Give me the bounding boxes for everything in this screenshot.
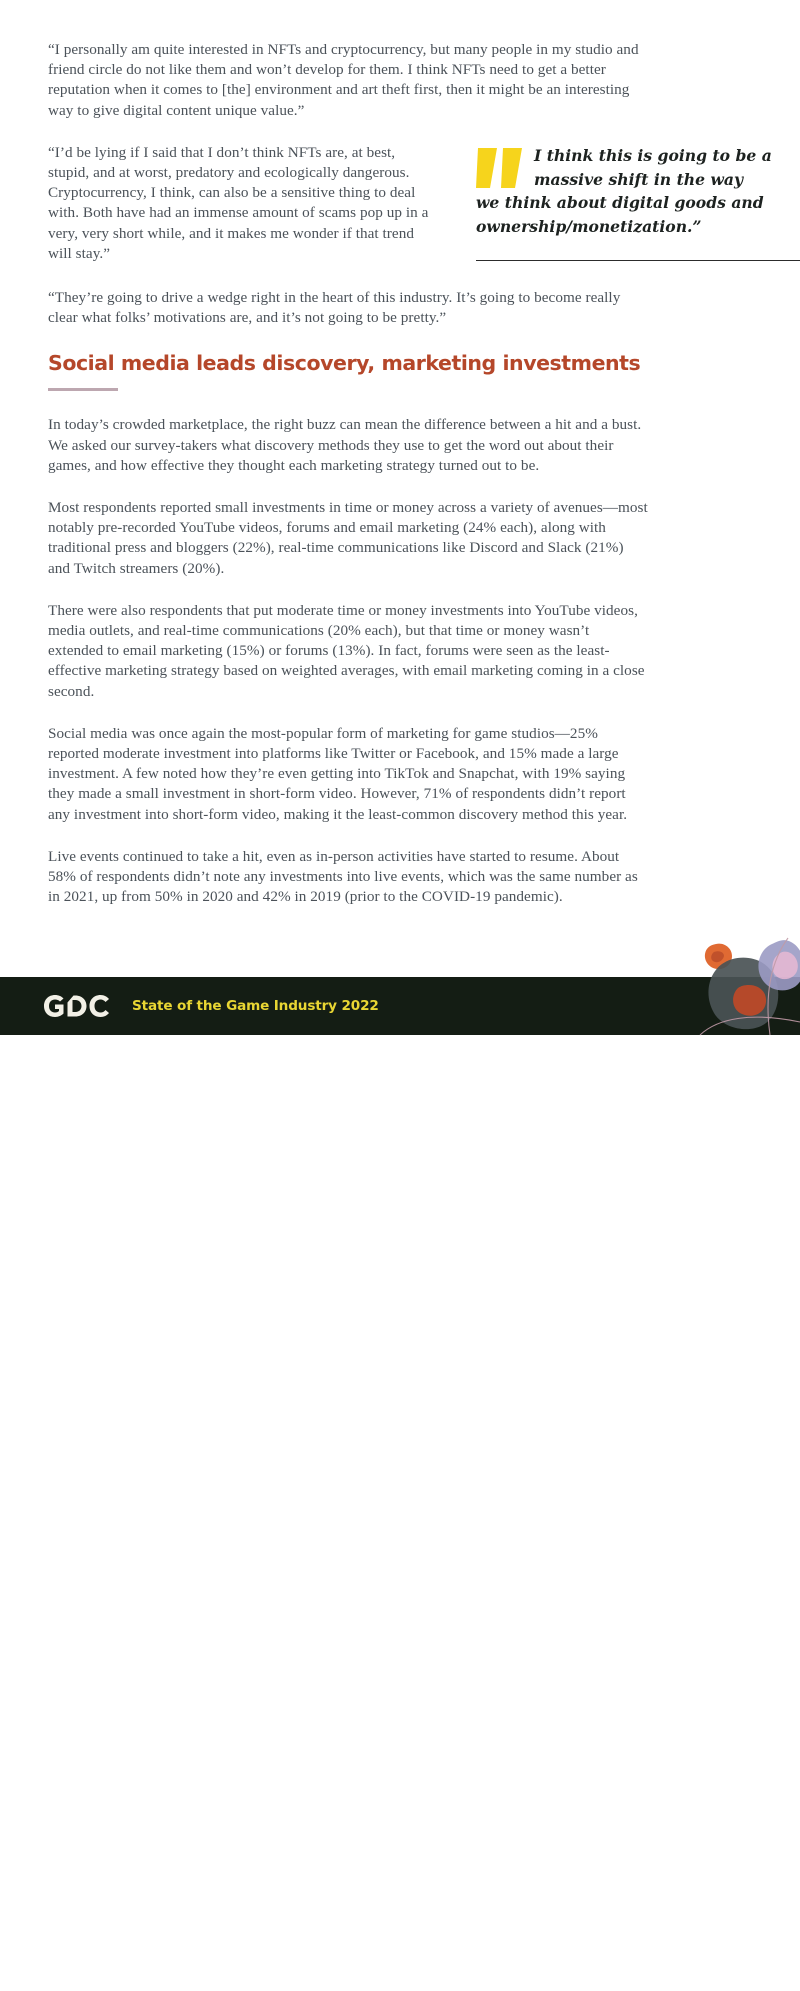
- footer-content: [44, 977, 379, 1035]
- pull-quote-rule: [476, 260, 800, 261]
- section-paragraph-4: Social media was once again the most-popular form of marketing for game studios—25% reported moderate investment into platforms like Twitter or Facebook, and 15% made a large investment. A few noted how they’re even getting into TikTok and Snapchat, with 19% saying they made a small investment in short-form video. However, 71% of respondents didn’t report any investment into short-form video, making it the least-common discovery method this year.: [48, 724, 628, 823]
- quote-paragraph-nft-predatory: “I’d be lying if I said that I don’t think NFTs are, at best, stupid, and at worst, predatory and ecologically dangerous. Cryptocurrency, I think, can also be a sensitive thing to deal with. Both have had an immense amount of scams pop up in a very, very short while, and it makes me wonder if that trend will stay.”: [48, 143, 429, 262]
- section-paragraph-1: In today’s crowded marketplace, the right buzz can mean the difference between a hit and a bust. We asked our survey-takers what discovery methods they use to get the word out about their games, and how effective they thought each marketing strategy turned out to be.: [48, 416, 642, 474]
- section-paragraph-2: Most respondents reported small investments in time or money across a variety of avenues—most notably pre-recorded YouTube videos, forums and email marketing (24% each), along with traditional press and bloggers (22%), real-time communications like Discord and Slack (21%) and Twitch streamers (20%).: [48, 499, 648, 577]
- pull-quote-line-1: I think this is going to be a: [534, 146, 772, 165]
- pull-quote-line-2: massive shift in the way: [534, 169, 744, 189]
- page-footer: [0, 977, 800, 1991]
- lavender-blob: [758, 940, 800, 990]
- decorative-blobs: [660, 930, 800, 1035]
- orange-blob-small: [705, 944, 732, 969]
- quote-paragraph-nft-interest: “I personally am quite interested in NFTs and cryptocurrency, but many people in my studio and friend circle do not like them and won’t develop for them. I think NFTs need to get a better reputation when it comes to [the] environment and art theft first, then it might be an interesting way to give digital content unique value.”: [48, 41, 639, 119]
- pull-quote: [476, 144, 800, 238]
- page-number-blob: [733, 985, 766, 1016]
- quote-paragraph-wedge: “They’re going to drive a wedge right in the heart of this industry. It’s going to become really clear what folks’ motivations are, and it’s not going to be pretty.”: [48, 289, 621, 327]
- quotation-mark-icon: [476, 146, 530, 190]
- slate-blob: [708, 958, 778, 1030]
- section-paragraph-3: There were also respondents that put moderate time or money investments into YouTube videos, media outlets, and real-time communications (20% each), but that time or money wasn’t extended to email marketing (15%) or forums (13%). In fact, forums were seen as the least-effective marketing strategy based on weighted averages, with email marketing coming in a close second.: [48, 601, 645, 700]
- section-social-media: [48, 350, 648, 391]
- gdc-logo-icon: [44, 995, 110, 1017]
- section-heading: Social media leads discovery, marketing investments: [48, 351, 641, 376]
- pull-quote-line-4: ownership/monetization.”: [476, 216, 702, 236]
- page-number: 12: [735, 1976, 754, 1991]
- pull-quote-line-3: we think about digital goods and: [476, 193, 764, 212]
- footer-title: State of the Game Industry 2022: [132, 998, 379, 1014]
- section-paragraph-5: Live events continued to take a hit, even as in-person activities have started to resume. About 58% of respondents didn’t note any investments into live events, which was the same number as in 2021, up from 50% in 2020 and 42% in 2019 (prior to the COVID-19 pandemic).: [48, 847, 638, 906]
- pink-blob: [772, 952, 797, 980]
